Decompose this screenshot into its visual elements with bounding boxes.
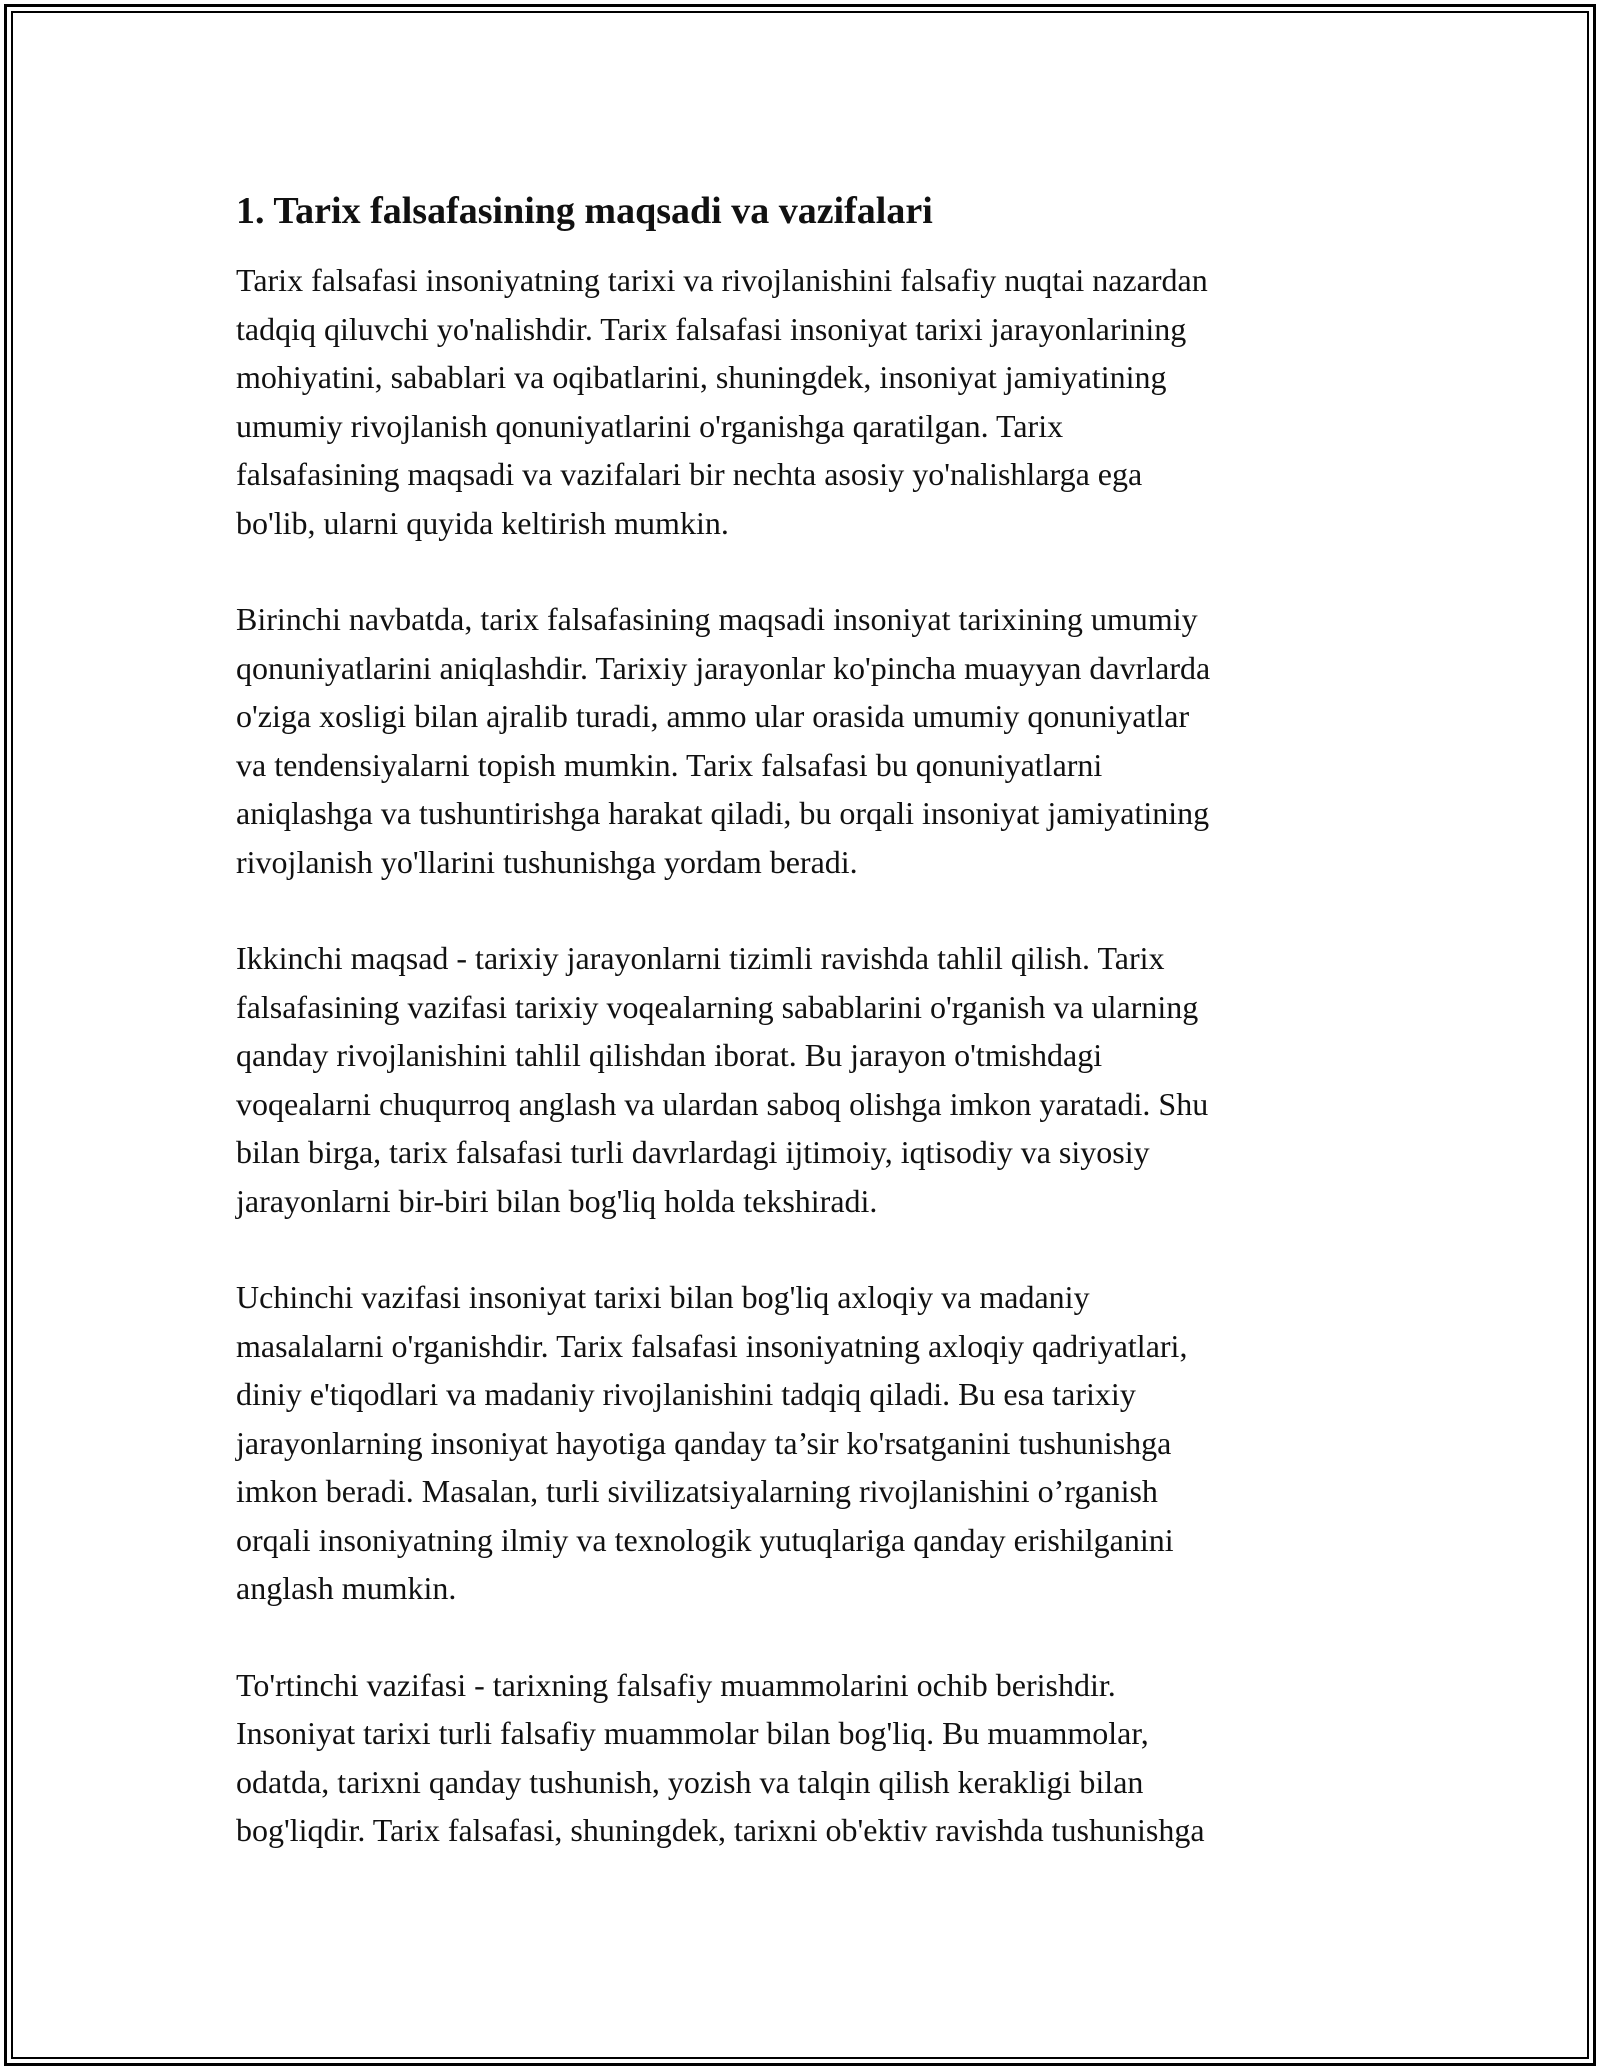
paragraph-2: Birinchi navbatda, tarix falsafasining maqsadi insoniyat tarixining umumiy qonuniyatlarini aniqlashdir. Tarixiy jarayonlar ko'pincha muayyan davrlarda o'ziga xosligi bilan ajralib turadi, ammo ular orasida umumiy qonuniyatlar va tendensiyalarni topish mumkin. Tarix falsafasi bu qonuniyatlarni aniqlashga va tushuntirishga harakat qiladi, bu orqali insoniyat jamiyatining rivojlanish yo'llarini tushunishga yordam beradi. — [236, 601, 1211, 880]
paragraph-1: Tarix falsafasi insoniyatning tarixi va rivojlanishini falsafiy nuqtai nazardan tadqiq qiluvchi yo'nalishdir. Tarix falsafasi insoniyat tarixi jarayonlarining mohiyatini, sabablari va oqibatlarini, shuningdek, insoniyat jamiyatining umumiy rivojlanish qonuniyatlarini o'rganishga qaratilgan. Tarix falsafasining maqsadi va vazifalari bir nechta asosiy yo'nalishlarga ega bo'lib, ularni quyida keltirish mumkin. — [236, 262, 1208, 541]
paragraph-4: Uchinchi vazifasi insoniyat tarixi bilan bog'liq axloqiy va madaniy masalalarni o'rganishdir. Tarix falsafasi insoniyatning axloqiy qadriyatlari, diniy e'tiqodlari va madaniy rivojlanishini tadqiq qiladi. Bu esa tarixiy jarayonlarning insoniyat hayotiga qanday ta’sir ko'rsatganini tushunishga imkon beradi. Masalan, turli sivilizatsiyalarning rivojlanishini o’rganish orqali insoniyatning ilmiy va texnologik yutuqlariga qanday erishilganini anglash mumkin. — [236, 1279, 1188, 1606]
section-heading: 1. Tarix falsafasining maqsadi va vazifalari — [236, 190, 933, 232]
paragraph-3: Ikkinchi maqsad - tarixiy jarayonlarni tizimli ravishda tahlil qilish. Tarix falsafasining vazifasi tarixiy voqealarning sabablarini o'rganish va ularning qanday rivojlanishini tahlil qilishdan iborat. Bu jarayon o'tmishdagi voqealarni chuqurroq anglash va ulardan saboq olishga imkon yaratadi. Shu bilan birga, tarix falsafasi turli davrlardagi ijtimoiy, iqtisodiy va siyosiy jarayonlarni bir-biri bilan bog'liq holda tekshiradi. — [236, 940, 1209, 1219]
paragraph-5: To'rtinchi vazifasi - tarixning falsafiy muammolarini ochib berishdir. Insoniyat tarixi turli falsafiy muammolar bilan bog'liq. Bu muammolar, odatda, tarixni qanday tushunish, yozish va talqin qilish kerakligi bilan bog'liqdir. Tarix falsafasi, shuningdek, tarixni ob'ektiv ravishda tushunishga — [236, 1666, 1205, 1848]
document-body — [236, 186, 1366, 1903]
